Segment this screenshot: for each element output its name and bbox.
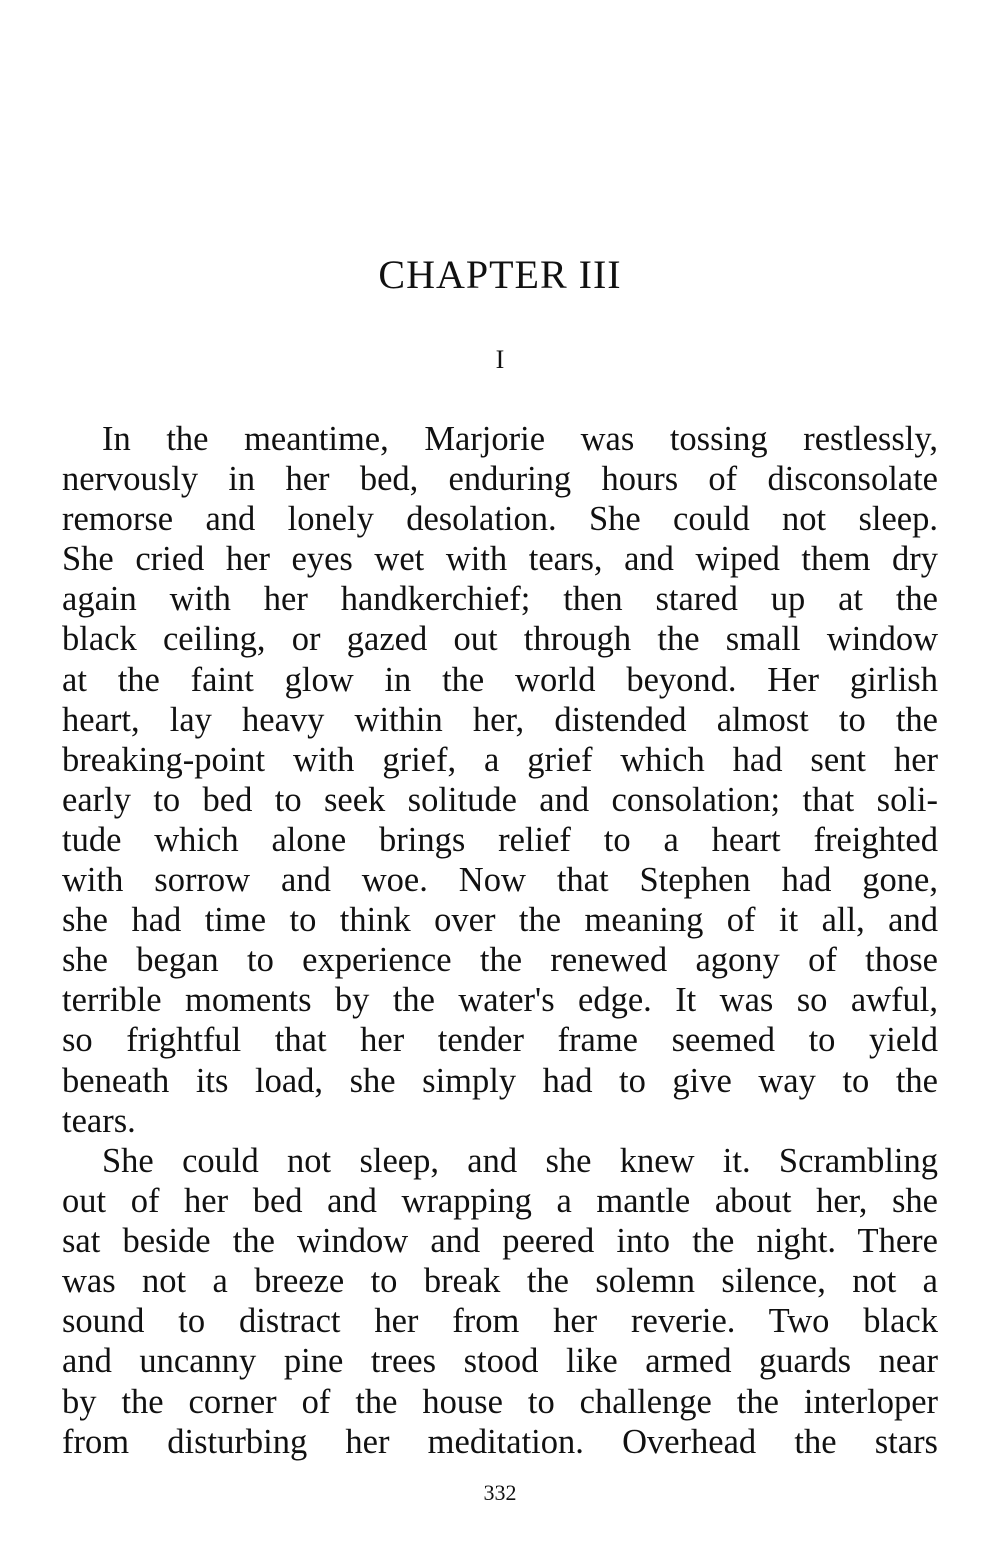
text-line: and uncanny pine trees stood like armed guards near [62,1342,938,1381]
text-line: was not a breeze to break the solemn silence, not a [62,1262,938,1301]
text-line: so frightful that her tender frame seemed to yield [62,1021,938,1060]
text-line: sound to distract her from her reverie. Two black [62,1302,938,1341]
text-line: terrible moments by the water's edge. It was so awful, [62,981,938,1020]
text-line: out of her bed and wrapping a mantle about her, she [62,1182,938,1221]
text-line: remorse and lonely desolation. She could not sleep. [62,500,938,539]
text-line: She could not sleep, and she knew it. Scrambling [102,1142,938,1180]
text-line: she began to experience the renewed agony of those [62,941,938,980]
text-line: In the meantime, Marjorie was tossing restlessly, [102,420,938,458]
text-line: by the corner of the house to challenge the interloper [62,1382,938,1421]
text-line: She cried her eyes wet with tears, and wiped them dry [62,540,938,579]
text-line: she had time to think over the meaning of it all, and [62,901,938,940]
text-line: heart, lay heavy within her, distended almost to the [62,700,938,739]
text-line: tude which alone brings relief to a heart freighted [62,820,938,859]
text-line: at the faint glow in the world beyond. Her girlish [62,660,938,699]
text-line: black ceiling, or gazed out through the small window [62,620,938,659]
paragraph-2 [62,1141,938,1462]
text-line: with sorrow and woe. Now that Stephen had gone, [62,861,938,900]
text-line: tears. [62,1101,136,1140]
page-number: 332 [483,1480,517,1505]
paragraph-1 [62,419,938,1141]
text-line: beneath its load, she simply had to give way to the [62,1061,938,1100]
text-line: sat beside the window and peered into the night. There [62,1222,938,1261]
text-line: again with her handkerchief; then stared up at the [62,580,938,619]
text-line: from disturbing her meditation. Overhead the stars [62,1422,938,1461]
text-line: breaking-point with grief, a grief which had sent her [62,740,938,779]
section-number: I [495,345,505,374]
chapter-title: CHAPTER III [378,252,622,297]
text-line: early to bed to seek solitude and consolation; that soli- [62,780,938,819]
text-line: nervously in her bed, enduring hours of disconsolate [62,460,938,499]
